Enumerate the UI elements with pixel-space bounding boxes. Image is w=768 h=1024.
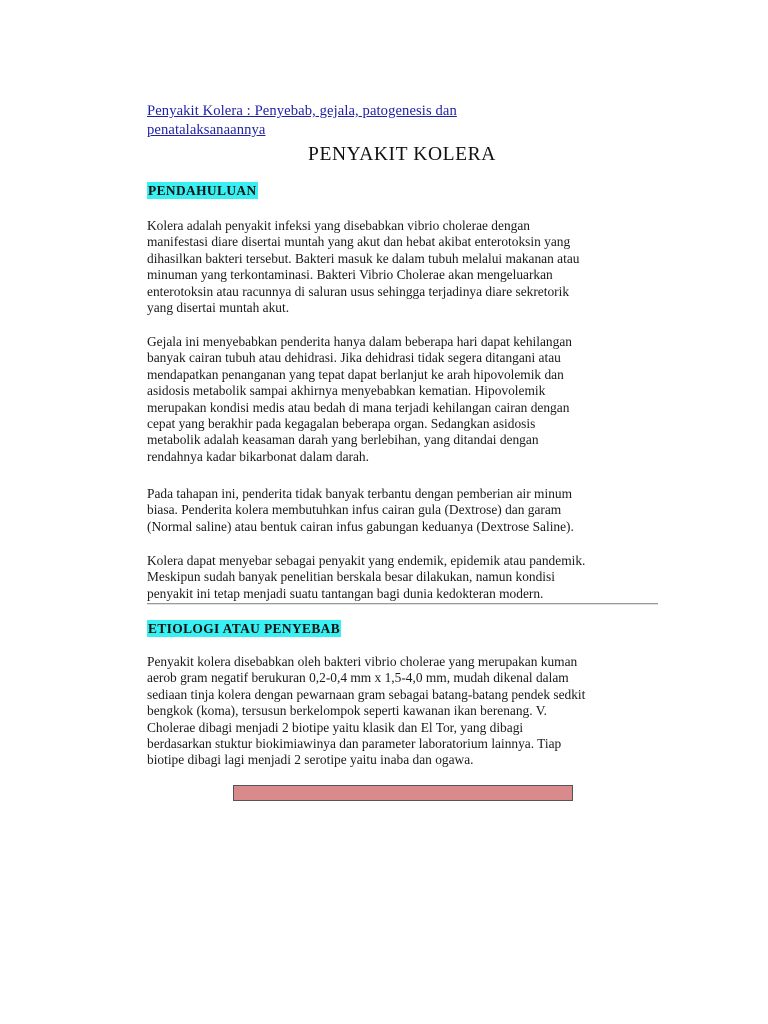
paragraph-intro-4: Kolera dapat menyebar sebagai penyakit yang endemik, epidemik atau pandemik. Meskipun sudah banyak penelitian berskala besar dilakukan, namun kondisi penyakit ini tetap menjadi suatu tantangan bagi dunia kedokteran modern. [147,553,586,601]
horizontal-divider [147,603,658,605]
section-heading-etiologi: ETIOLOGI ATAU PENYEBAB [148,621,341,636]
page-title: PENYAKIT KOLERA [308,144,496,165]
article-title-link[interactable]: Penyakit Kolera : Penyebab, gejala, patogenesis dan penatalaksanaannya [147,103,457,138]
decorative-bar [233,785,573,801]
paragraph-intro-3: Pada tahapan ini, penderita tidak banyak terbantu dengan pemberian air minum biasa. Penderita kolera membutuhkan infus cairan gula (Dextrose) dan garam (Normal saline) atau bentuk cairan infus gabungan keduanya (Dextrose Saline). [147,486,574,534]
paragraph-intro-1: Kolera adalah penyakit infeksi yang disebabkan vibrio cholerae dengan manifestasi diare disertai muntah yang akut dan hebat akibat enterotoksin yang dihasilkan bakteri tersebut. Bakteri masuk ke dalam tubuh melalui makanan atau minuman yang terkontaminasi. Bakteri Vibrio Cholerae akan mengeluarkan enterotoksin atau racunnya di saluran usus sehingga terjadinya diare sekretorik yang disertai muntah akut. [147,218,580,316]
section-heading-pendahuluan: PENDAHULUAN [148,183,257,198]
paragraph-intro-2: Gejala ini menyebabkan penderita hanya dalam beberapa hari dapat kehilangan banyak cairan tubuh atau dehidrasi. Jika dehidrasi tidak segera ditangani atau mendapatkan penanganan yang tepat dapat berlanjut ke arah hipovolemik dan asidosis metabolik sampai akhirnya menyebabkan kematian. Hipovolemik merupakan kondisi medis atau bedah di mana terjadi kehilangan cairan dengan cepat yang berakhir pada kegagalan beberapa organ. Sedangkan asidosis metabolik adalah keasaman darah yang berlebihan, yang ditandai dengan rendahnya kadar bikarbonat dalam darah. [147,334,572,464]
paragraph-etiologi-1: Penyakit kolera disebabkan oleh bakteri vibrio cholerae yang merupakan kuman aerob gram negatif berukuran 0,2-0,4 mm x 1,5-4,0 mm, mudah dikenal dalam sediaan tinja kolera dengan pewarnaan gram sebagai batang-batang pendek sedkit bengkok (koma), tersusun berkelompok seperti kawanan ikan berenang. V. Cholerae dibagi menjadi 2 biotipe yaitu klasik dan El Tor, yang dibagi berdasarkan stuktur biokimiawinya dan parameter laboratorium lainnya. Tiap biotipe dibagi lagi menjadi 2 serotipe yaitu inaba dan ogawa. [147,654,586,768]
